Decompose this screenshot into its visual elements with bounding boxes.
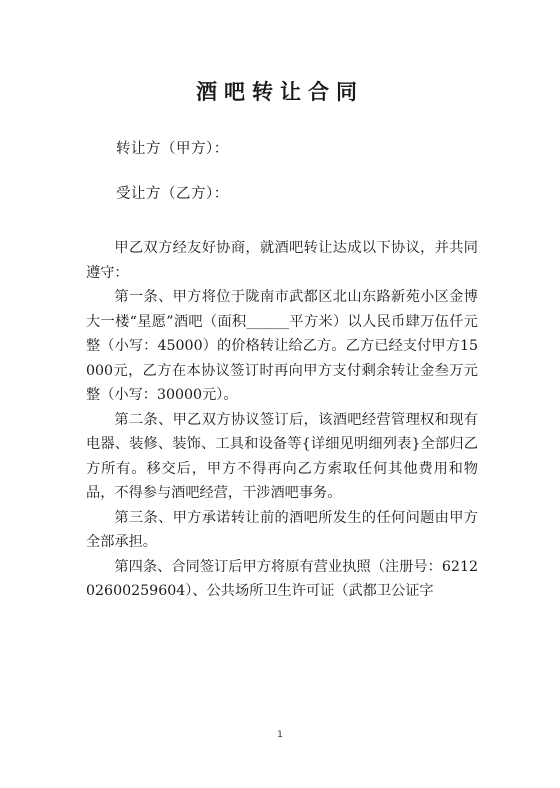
article-3-paragraph: 第三条、甲方承诺转让前的酒吧所发生的任何问题由甲方全部承担。 [86,509,478,550]
article-1-paragraph: 第一条、甲方将位于陇南市武都区北山东路新苑小区金博大一楼“星愿”酒吧（面积______平方米）以人民币肆万伍仟元整（小写：45000）的价格转让给乙方。乙方已经支付甲方15000元，乙方在本协议签订时再向甲方支付剩余转让金叁万元整（小写：30000元）。 [86,289,478,403]
article-2-paragraph: 第二条、甲乙双方协议签订后，该酒吧经营管理权和现有电器、装修、装饰、工具和设备等{详细见明细列表}全部归乙方所有。移交后，甲方不得再向乙方索取任何其他费用和物品，不得参与酒吧经营，干涉酒吧事务。 [86,411,478,501]
page-number: 1 [277,730,283,740]
article-4-paragraph: 第四条、合同签订后甲方将原有营业执照（注册号：621202600259604）、公共场所卫生许可证（武都卫公证字 [86,558,478,599]
contract-body [86,236,478,604]
transferee-label: 受让方（乙方）： [116,186,229,202]
document-title: 酒吧转让合同 [196,80,364,104]
transferor-label: 转让方（甲方）： [116,141,229,157]
intro-paragraph: 甲乙双方经友好协商，就酒吧转让达成以下协议，并共同遵守： [86,240,478,281]
